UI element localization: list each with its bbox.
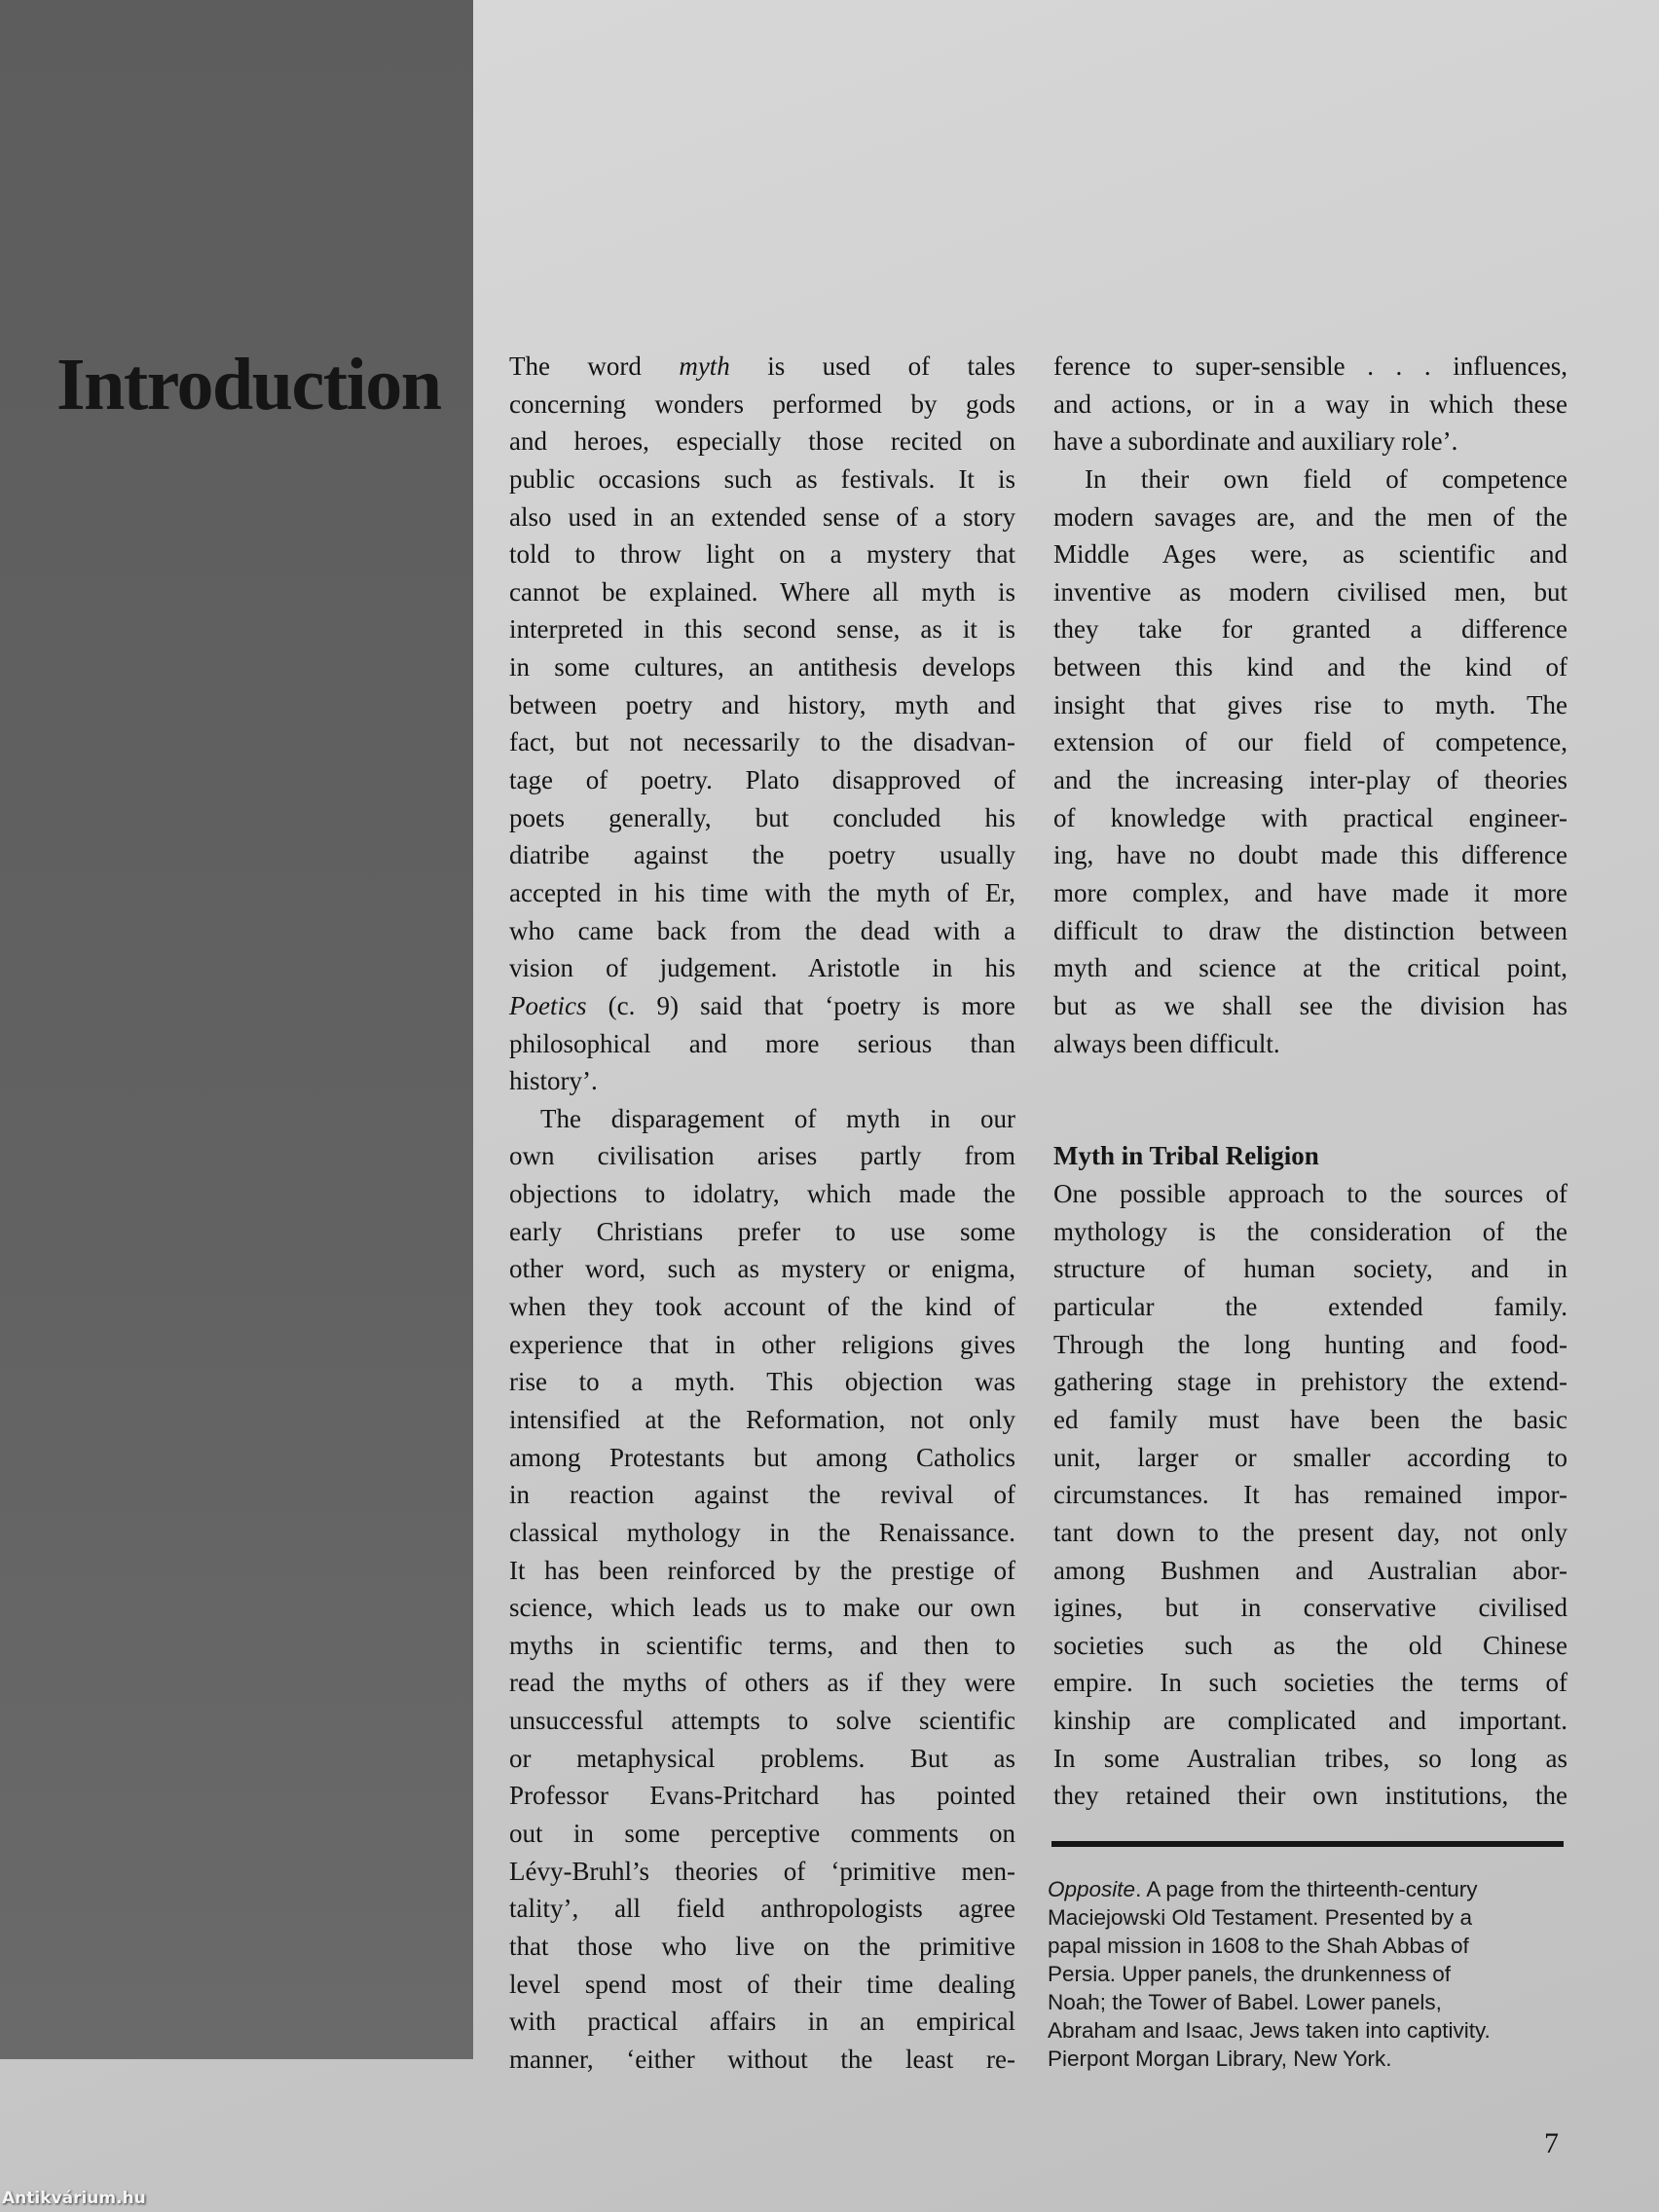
- text-line: [509, 386, 1015, 424]
- text-span: among Bushmen and Australian abor-: [1053, 1555, 1567, 1585]
- text-line: [509, 648, 1015, 686]
- text-line: [509, 1514, 1015, 1552]
- text-line: [1053, 1702, 1567, 1740]
- text-span: public occasions such as festivals. It is: [509, 463, 1015, 494]
- text-span: particular the extended family.: [1053, 1292, 1567, 1322]
- text-span: own civilisation arises partly from: [509, 1141, 1015, 1171]
- text-line: [509, 535, 1015, 573]
- text-span: and the increasing inter-play of theories: [1053, 765, 1567, 795]
- text-column-2: [1053, 348, 1567, 1815]
- gray-side-panel: [0, 0, 473, 2059]
- text-span: In their own field of competence: [1085, 463, 1567, 494]
- text-line: [1053, 799, 1567, 837]
- text-span: philosophical and more serious than: [509, 1028, 1015, 1058]
- text-line: [1053, 1476, 1567, 1514]
- text-line: [509, 423, 1015, 461]
- text-span: of knowledge with practical engineer-: [1053, 802, 1567, 832]
- text-span: tality’, all field anthropologists agree: [509, 1894, 1015, 1924]
- text-line: [509, 1250, 1015, 1288]
- text-line: [509, 987, 1015, 1025]
- text-span: igines, but in conservative civilised: [1053, 1593, 1567, 1623]
- text-line: [1053, 912, 1567, 950]
- text-span: cannot be explained. Where all myth is: [509, 576, 1015, 607]
- text-span: have a subordinate and auxiliary role’.: [1053, 426, 1458, 457]
- text-span: circumstances. It has remained impor-: [1053, 1480, 1567, 1510]
- text-line: [1053, 648, 1567, 686]
- text-line: [1053, 836, 1567, 874]
- text-span: poets generally, but concluded his: [509, 802, 1015, 832]
- text-span: vision of judgement. Aristotle in his: [509, 953, 1015, 983]
- text-line: [509, 573, 1015, 611]
- caption-line: papal mission in 1608 to the Shah Abbas of: [1048, 1934, 1469, 1958]
- text-line: [509, 1853, 1015, 1891]
- text-span: between poetry and history, myth and: [509, 689, 1015, 719]
- text-line: [1053, 1401, 1567, 1439]
- text-span: concerning wonders performed by gods: [509, 388, 1015, 419]
- text-line: [509, 1137, 1015, 1175]
- text-line: [1053, 498, 1567, 536]
- text-span: Professor Evans-Pritchard has pointed: [509, 1781, 1015, 1811]
- text-span: that those who live on the primitive: [509, 1931, 1015, 1961]
- text-span: structure of human society, and in: [1053, 1254, 1567, 1284]
- caption-line: Persia. Upper panels, the drunkenness of: [1048, 1962, 1451, 1986]
- text-span: interpreted in this second sense, as it is: [509, 614, 1015, 645]
- text-line: [1053, 1740, 1567, 1778]
- text-line: [509, 1175, 1015, 1213]
- text-line: [509, 761, 1015, 799]
- text-line: [509, 2041, 1015, 2079]
- caption-line: Noah; the Tower of Babel. Lower panels,: [1048, 1990, 1442, 2014]
- text-span: myth and science at the critical point,: [1053, 953, 1567, 983]
- text-line: [1053, 1288, 1567, 1326]
- text-line: [1053, 874, 1567, 912]
- text-span: (c. 9) said that ‘poetry is more: [586, 990, 1015, 1020]
- text-line: [509, 1552, 1015, 1590]
- section-heading: [1053, 1137, 1567, 1175]
- text-line: [1053, 761, 1567, 799]
- text-line: [1053, 1363, 1567, 1401]
- text-line: [1053, 1175, 1567, 1213]
- text-line: [1053, 1250, 1567, 1288]
- text-line: [509, 1664, 1015, 1702]
- text-line: [509, 1627, 1015, 1665]
- text-line: [509, 1288, 1015, 1326]
- text-span: accepted in his time with the myth of Er,: [509, 877, 1015, 907]
- text-line: [509, 1326, 1015, 1364]
- text-span: and actions, or in a way in which these: [1053, 388, 1567, 419]
- text-line: [1053, 987, 1567, 1025]
- text-line: [509, 1476, 1015, 1514]
- text-span: level spend most of their time dealing: [509, 1969, 1015, 1999]
- text-span: and heroes, especially those recited on: [509, 426, 1015, 457]
- text-line: [509, 1815, 1015, 1853]
- text-span: told to throw light on a mystery that: [509, 539, 1015, 570]
- text-span: Middle Ages were, as scientific and: [1053, 539, 1567, 570]
- text-line: [509, 1062, 1015, 1100]
- text-span: classical mythology in the Renaissance.: [509, 1517, 1015, 1547]
- text-span: Through the long hunting and food-: [1053, 1329, 1567, 1359]
- text-span: ed family must have been the basic: [1053, 1404, 1567, 1434]
- text-span: more complex, and have made it more: [1053, 877, 1567, 907]
- text-line: [509, 2003, 1015, 2041]
- caption-line: Abraham and Isaac, Jews taken into captivity.: [1048, 2018, 1491, 2043]
- text-span: Lévy-Bruhl’s theories of ‘primitive men-: [509, 1856, 1015, 1886]
- text-line: [509, 1213, 1015, 1251]
- text-span: In some Australian tribes, so long as: [1053, 1743, 1567, 1773]
- text-line: [509, 1740, 1015, 1778]
- blank-line: [1053, 1100, 1567, 1138]
- text-line: [509, 1890, 1015, 1928]
- text-line: [509, 1589, 1015, 1627]
- text-span: inventive as modern civilised men, but: [1053, 576, 1567, 607]
- text-line: [509, 912, 1015, 950]
- text-span: with practical affairs in an empirical: [509, 2007, 1015, 2037]
- text-line: [509, 949, 1015, 987]
- page-number: 7: [1544, 2127, 1559, 2159]
- text-span: among Protestants but among Catholics: [509, 1442, 1015, 1472]
- text-span: experience that in other religions gives: [509, 1329, 1015, 1359]
- text-span: or metaphysical problems. But as: [509, 1743, 1015, 1773]
- text-line: [509, 348, 1015, 386]
- text-span: they take for granted a difference: [1053, 614, 1567, 645]
- text-line: [509, 1439, 1015, 1477]
- text-line: [1053, 535, 1567, 573]
- text-line: [1053, 1552, 1567, 1590]
- text-line: [509, 836, 1015, 874]
- caption-lead: Opposite: [1048, 1877, 1136, 1901]
- text-span: modern savages are, and the men of the: [1053, 501, 1567, 532]
- text-column-1: [509, 348, 1015, 2078]
- text-line: [1053, 573, 1567, 611]
- text-span: tage of poetry. Plato disapproved of: [509, 765, 1015, 795]
- text-line: [509, 1966, 1015, 2004]
- watermark: Antikvárium.hu: [2, 2189, 146, 2208]
- text-line: [509, 723, 1015, 761]
- text-span: ing, have no doubt made this difference: [1053, 840, 1567, 870]
- text-line: [509, 1363, 1015, 1401]
- text-span: early Christians prefer to use some: [509, 1216, 1015, 1246]
- text-span: unit, larger or smaller according to: [1053, 1442, 1567, 1472]
- text-line: [1053, 1439, 1567, 1477]
- text-span: between this kind and the kind of: [1053, 652, 1567, 682]
- text-line: [1053, 461, 1567, 498]
- text-span: objections to idolatry, which made the: [509, 1179, 1015, 1209]
- text-span: also used in an extended sense of a story: [509, 501, 1015, 532]
- text-line: [1053, 686, 1567, 724]
- text-line: [1053, 1025, 1567, 1063]
- text-span: kinship are complicated and important.: [1053, 1706, 1567, 1736]
- text-line: [1053, 1627, 1567, 1665]
- text-span: tant down to the present day, not only: [1053, 1517, 1567, 1547]
- text-span: The disparagement of myth in our: [540, 1103, 1015, 1133]
- text-line: [509, 799, 1015, 837]
- text-span: societies such as the old Chinese: [1053, 1630, 1567, 1660]
- text-span: fact, but not necessarily to the disadvan-: [509, 727, 1015, 757]
- italic-text: myth: [679, 351, 730, 381]
- text-line: [1053, 1213, 1567, 1251]
- text-span: ference to super-sensible . . . influences,: [1053, 351, 1567, 381]
- text-span: The word: [509, 351, 680, 381]
- text-span: history’.: [509, 1066, 598, 1096]
- text-span: science, which leads us to make our own: [509, 1593, 1015, 1623]
- text-line: [509, 461, 1015, 498]
- caption-line: . A page from the thirteenth-century: [1135, 1877, 1478, 1901]
- text-line: [509, 874, 1015, 912]
- text-line: [1053, 723, 1567, 761]
- text-line: [1053, 610, 1567, 648]
- caption-line: Maciejowski Old Testament. Presented by a: [1048, 1905, 1473, 1930]
- text-span: myths in scientific terms, and then to: [509, 1630, 1015, 1660]
- text-span: who came back from the dead with a: [509, 915, 1015, 945]
- text-line: [1053, 1589, 1567, 1627]
- text-span: in some cultures, an antithesis develops: [509, 652, 1015, 682]
- text-span: gathering stage in prehistory the extend-: [1053, 1367, 1567, 1397]
- text-span: mythology is the consideration of the: [1053, 1216, 1567, 1246]
- text-line: [1053, 1326, 1567, 1364]
- text-line: [509, 686, 1015, 724]
- text-line: [1053, 1664, 1567, 1702]
- caption-line: Pierpont Morgan Library, New York.: [1048, 2046, 1392, 2071]
- text-line: [1053, 386, 1567, 424]
- text-line: [1053, 423, 1567, 461]
- text-line: [1053, 1514, 1567, 1552]
- text-line: [509, 1401, 1015, 1439]
- text-line: [509, 498, 1015, 536]
- text-line: [509, 1025, 1015, 1063]
- text-span: diatribe against the poetry usually: [509, 840, 1015, 870]
- italic-text: Poetics: [509, 990, 587, 1020]
- text-span: insight that gives rise to myth. The: [1053, 689, 1567, 719]
- text-line: [509, 1777, 1015, 1815]
- text-line: [509, 1928, 1015, 1966]
- figure-caption: [1048, 1875, 1491, 2073]
- text-line: [1053, 1777, 1567, 1815]
- caption-divider-rule: [1051, 1841, 1564, 1847]
- text-span: One possible approach to the sources of: [1053, 1179, 1567, 1209]
- text-span: It has been reinforced by the prestige of: [509, 1555, 1015, 1585]
- text-line: [1053, 949, 1567, 987]
- text-line: [1053, 348, 1567, 386]
- text-span: empire. In such societies the terms of: [1053, 1668, 1567, 1698]
- text-span: Myth in Tribal Religion: [1053, 1141, 1319, 1171]
- chapter-title: Introduction: [56, 344, 441, 425]
- text-span: manner, ‘either without the least re-: [509, 2044, 1015, 2074]
- text-span: but as we shall see the division has: [1053, 990, 1567, 1020]
- text-span: unsuccessful attempts to solve scientific: [509, 1706, 1015, 1736]
- text-span: difficult to draw the distinction between: [1053, 915, 1567, 945]
- text-span: out in some perceptive comments on: [509, 1818, 1015, 1848]
- text-span: extension of our field of competence,: [1053, 727, 1567, 757]
- text-span: always been difficult.: [1053, 1028, 1280, 1058]
- text-span: they retained their own institutions, the: [1053, 1781, 1567, 1811]
- text-span: in reaction against the revival of: [509, 1480, 1015, 1510]
- text-line: [509, 1100, 1015, 1138]
- text-span: rise to a myth. This objection was: [509, 1367, 1015, 1397]
- text-span: other word, such as mystery or enigma,: [509, 1254, 1015, 1284]
- text-line: [509, 1702, 1015, 1740]
- blank-line: [1053, 1062, 1567, 1100]
- text-span: is used of tales: [729, 351, 1015, 381]
- text-line: [509, 610, 1015, 648]
- text-span: when they took account of the kind of: [509, 1292, 1015, 1322]
- text-span: intensified at the Reformation, not only: [509, 1404, 1015, 1434]
- text-span: read the myths of others as if they were: [509, 1668, 1015, 1698]
